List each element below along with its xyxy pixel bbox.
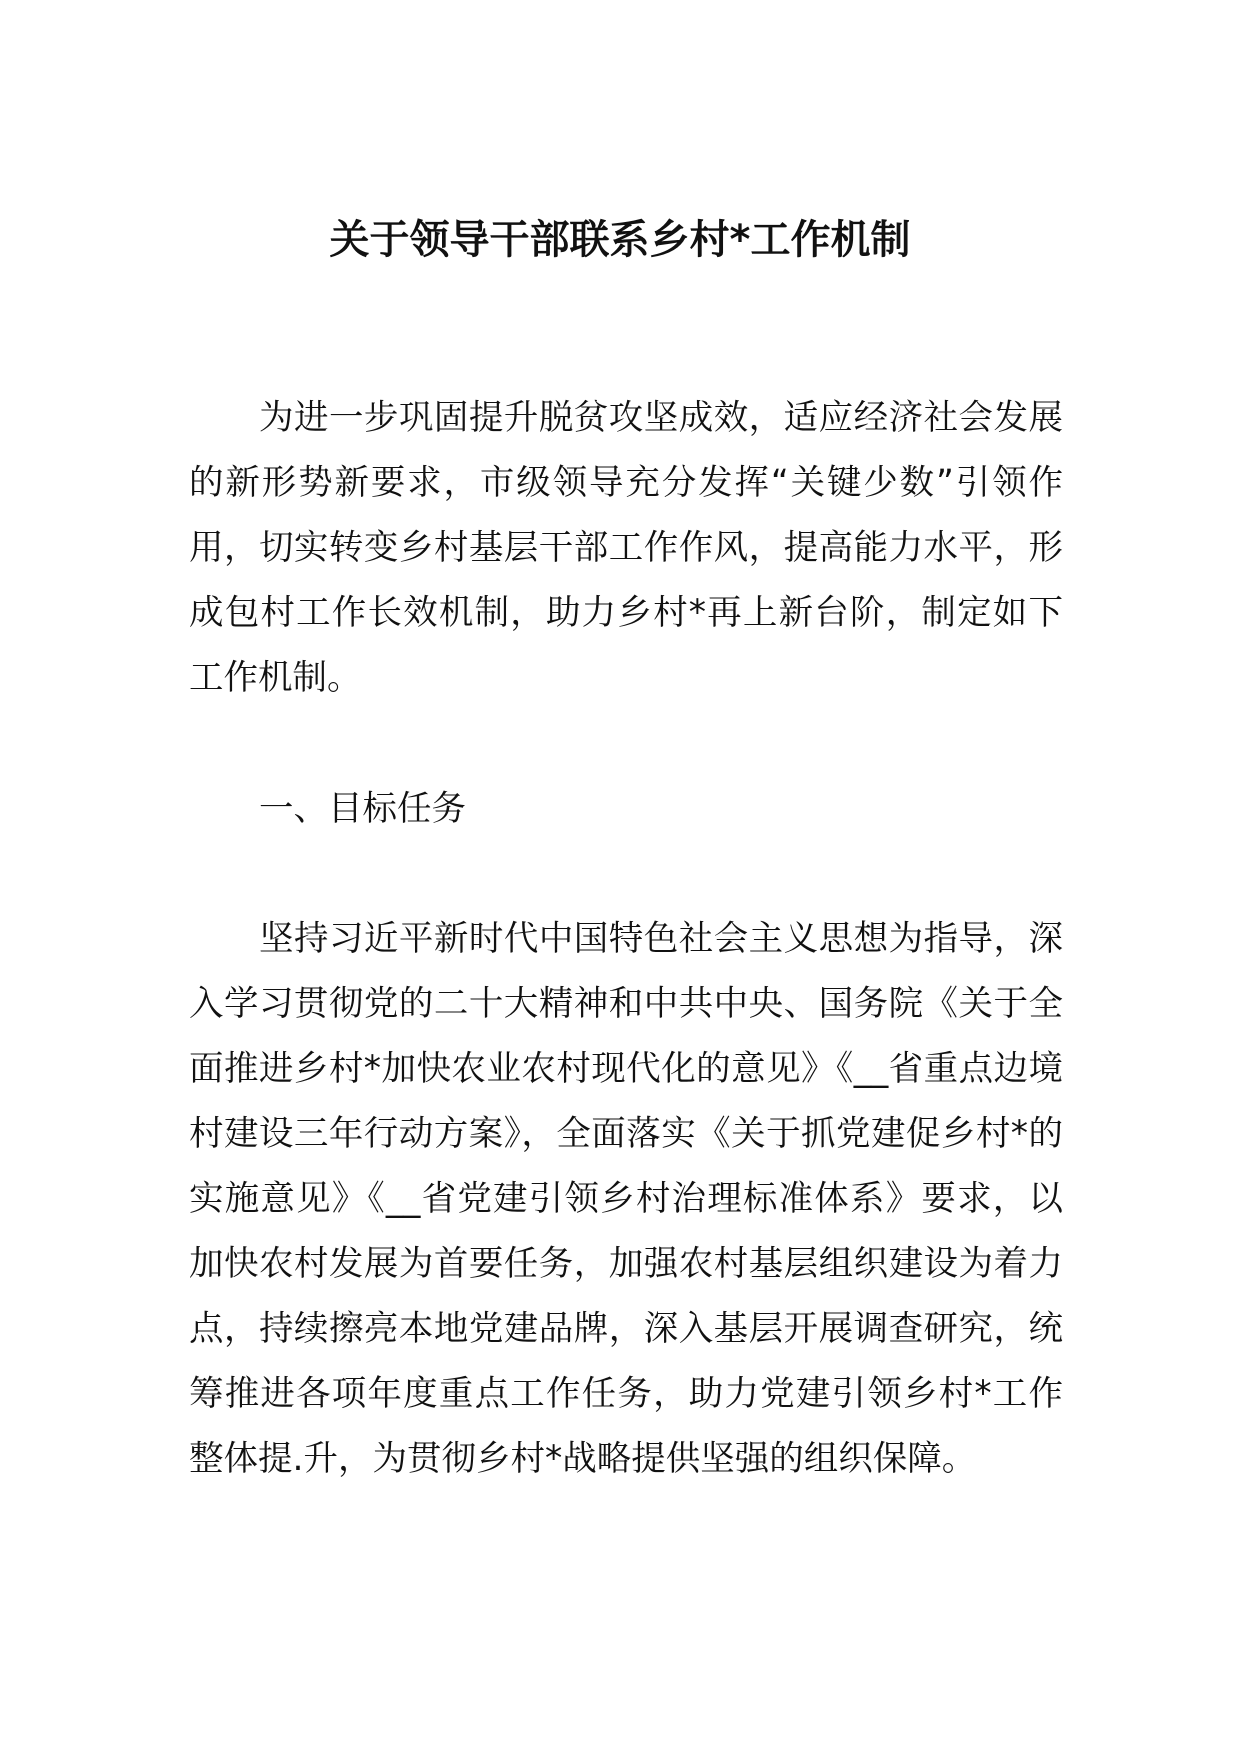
intro-paragraph: 为进一步巩固提升脱贫攻坚成效，适应经济社会发展的新形势新要求，市级领导充分发挥“关键少数”引领作用，切实转变乡村基层干部工作作风，提高能力水平，形成包村工作长效机制，助力乡村*再上新台阶，制定如下工作机制。 (189, 398, 1063, 698)
document-title: 关于领导干部联系乡村*工作机制 (329, 217, 911, 263)
body-paragraph: 坚持习近平新时代中国特色社会主义思想为指导，深入学习贯彻党的二十大精神和中共中央、国务院《关于全面推进乡村*加快农业农村现代化的意见》《__省重点边境村建设三年行动方案》，全面落实《关于抓党建促乡村*的实施意见》《__省党建引领乡村治理标准体系》要求，以加快农村发展为首要任务，加强农村基层组织建设为着力点，持续擦亮本地党建品牌，深入基层开展调查研究，统筹推进各项年度重点工作任务，助力党建引领乡村*工作整体提.升，为贯彻乡村*战略提供坚强的组织保障。 (189, 919, 1063, 1479)
section-heading: 一、目标任务 (259, 789, 466, 829)
